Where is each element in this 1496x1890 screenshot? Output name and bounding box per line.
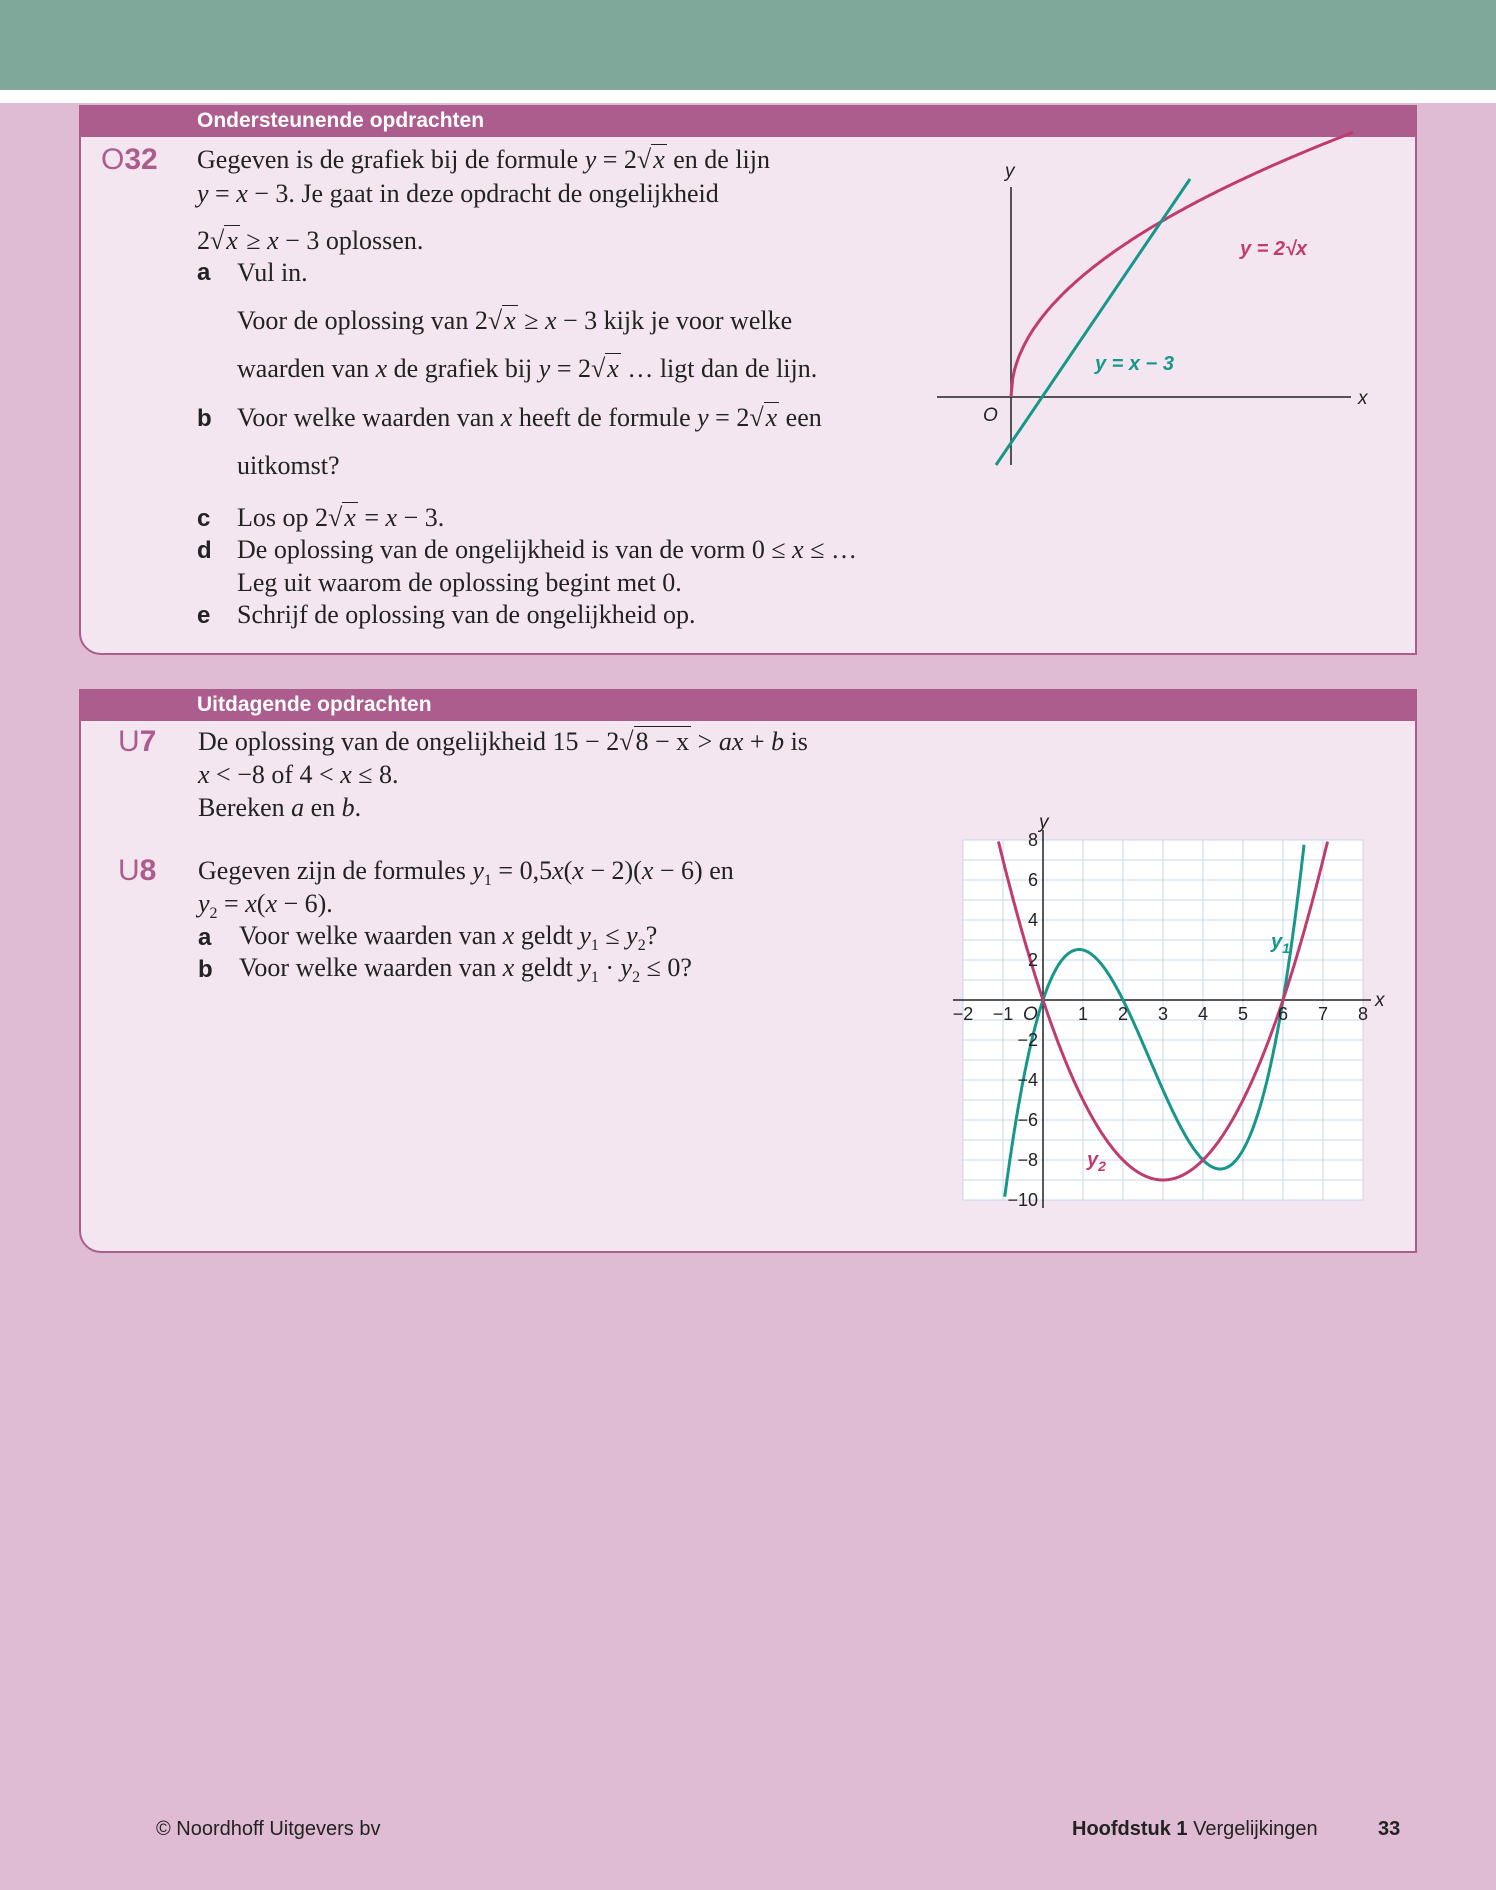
x-tick-label: −1: [992, 1004, 1014, 1024]
t: x: [552, 856, 564, 885]
t: de grafiek bij: [387, 354, 539, 383]
o32-a-line-1: [237, 305, 792, 337]
sqrt-curve: [1011, 132, 1353, 397]
u8-graph: [931, 812, 1391, 1251]
t: .: [354, 793, 362, 822]
t: b: [771, 727, 785, 756]
series-label-main: y: [1271, 931, 1283, 953]
origin-label: O: [983, 405, 998, 426]
t: − 6).: [276, 889, 333, 918]
y-tick-label: 4: [1027, 910, 1038, 930]
item-label-b: b: [197, 405, 212, 432]
o32-a-line-2: [237, 353, 817, 385]
t: x: [198, 760, 210, 789]
page-number: 33: [1378, 1818, 1401, 1840]
t: Los op 2: [237, 503, 328, 532]
question-prefix: O: [101, 143, 125, 176]
o32-intro-line-1: [197, 144, 770, 176]
t: =: [208, 179, 237, 208]
t: x: [236, 179, 248, 208]
t: ≤ 0?: [640, 953, 692, 982]
origin-label: O: [1023, 1004, 1038, 1025]
t: ≤ 8.: [351, 760, 399, 789]
t: x: [544, 306, 557, 335]
t: x: [340, 760, 352, 789]
y-tick-label: −2: [1017, 1030, 1038, 1050]
t: x: [572, 856, 584, 885]
t: < −8 of 4 <: [209, 760, 341, 789]
t: x: [502, 921, 515, 950]
item-label-a: a: [198, 924, 212, 951]
t: en de lijn: [666, 145, 771, 174]
item-label-e: e: [197, 602, 211, 629]
t: heeft de formule: [512, 403, 698, 432]
t: x: [245, 889, 257, 918]
t: y: [626, 921, 638, 950]
x-tick-label: −2: [952, 1004, 974, 1024]
t: =: [357, 503, 386, 532]
y-tick-label: 8: [1027, 830, 1038, 850]
o32-d-line-1: [237, 534, 857, 566]
question-digits: 32: [124, 143, 158, 176]
y-tick-label: −6: [1017, 1110, 1038, 1130]
t: … ligt dan de lijn.: [620, 354, 818, 383]
x-axis-label: x: [1358, 388, 1368, 409]
t: 8 − x: [635, 727, 690, 756]
sqrt-sign: √: [328, 503, 343, 532]
t: 2: [637, 937, 646, 955]
t: = 0,5: [491, 856, 553, 885]
t: x: [792, 535, 804, 564]
t: − 2)(: [583, 856, 642, 885]
question-number-u8: [118, 854, 156, 888]
t: − 3 oplossen.: [278, 226, 424, 255]
sqrt-sign: √: [749, 403, 764, 432]
t: y: [579, 953, 591, 982]
u7-line-2: [198, 759, 399, 791]
t: x: [504, 306, 516, 335]
t: y: [538, 354, 551, 383]
t: ≥: [517, 306, 545, 335]
t: De oplossing van de ongelijkheid 15 − 2: [198, 727, 620, 756]
t: 2: [632, 969, 641, 987]
panel-ondersteunend: [79, 105, 1417, 655]
t: waarden van: [237, 354, 376, 383]
y-tick-label: 6: [1027, 870, 1038, 890]
t: +: [743, 727, 772, 756]
o32-b-line-1: [237, 402, 822, 434]
t: Voor welke waarden van: [239, 953, 503, 982]
item-label-a: a: [197, 259, 211, 286]
x-tick-label: 3: [1157, 1004, 1169, 1024]
t: = 2: [708, 403, 750, 432]
t: Gegeven zijn de formules: [198, 856, 473, 885]
sqrt-sign: √: [590, 354, 606, 383]
x-axis-label: x: [1375, 990, 1385, 1011]
x-tick-label: 2: [1117, 1004, 1129, 1024]
series-label-main: y: [1087, 1149, 1099, 1171]
y-tick-label: 2: [1027, 950, 1038, 970]
t: Voor welke waarden van: [237, 403, 501, 432]
question-digits: 8: [139, 854, 157, 887]
curve-label: y = 2√x: [1240, 238, 1308, 260]
t: x: [502, 953, 515, 982]
t: Bereken: [198, 793, 292, 822]
section-header: [79, 105, 1417, 137]
question-prefix: U: [118, 854, 140, 887]
series-label-sub: 2: [1098, 1158, 1106, 1174]
top-white-stripe: [0, 90, 1496, 103]
x-tick-label: 4: [1197, 1004, 1209, 1024]
t: ax: [718, 727, 744, 756]
t: x: [765, 403, 778, 432]
top-color-bar: [0, 0, 1496, 90]
t: geldt: [514, 953, 580, 982]
t: x: [653, 145, 665, 174]
x-tick-label: 1: [1077, 1004, 1089, 1024]
t: De oplossing van de ongelijkheid is van de vorm 0 ≤: [237, 535, 793, 564]
t: ≥: [239, 226, 268, 255]
o32-intro-line-3: [197, 225, 423, 257]
question-number-u7: [118, 725, 156, 759]
t: een: [779, 403, 822, 432]
t: − 3 kijk je voor welke: [556, 306, 793, 335]
t: geldt: [514, 921, 580, 950]
t: − 3. Je gaat in deze opdracht de ongelijkheid: [247, 179, 719, 208]
t: = 2: [550, 354, 591, 383]
t: ≤: [598, 921, 627, 950]
line-graph: [996, 179, 1190, 465]
question-prefix: U: [118, 725, 140, 758]
line-label: y = x − 3: [1095, 353, 1174, 375]
footer-chapter: [1072, 1818, 1318, 1841]
t: 2: [197, 226, 210, 255]
t: − 3.: [397, 503, 445, 532]
x-tick-label: 5: [1237, 1004, 1249, 1024]
sqrt-sign: √: [210, 226, 225, 255]
o32-e-text: Schrijf de oplossing van de ongelijkheid op.: [237, 600, 696, 629]
t: x: [385, 503, 398, 532]
t: >: [691, 727, 719, 756]
t: x: [607, 354, 619, 383]
section-header-label: Ondersteunende opdrachten: [197, 109, 485, 132]
t: is: [784, 727, 808, 756]
t: 2: [209, 905, 218, 923]
t: x: [500, 403, 513, 432]
chapter-title: Vergelijkingen: [1187, 1818, 1318, 1840]
t: x: [641, 856, 654, 885]
t: =: [217, 889, 246, 918]
sqrt-sign: √: [636, 145, 652, 174]
t: ·: [598, 953, 621, 982]
sqrt-sign: √: [487, 306, 503, 335]
t: Voor de oplossing van 2: [237, 306, 488, 335]
t: 1: [590, 937, 599, 955]
t: Voor welke waarden van: [239, 921, 503, 950]
question-digits: 7: [139, 725, 157, 758]
section-header: [79, 689, 1417, 721]
u7-line-3: [198, 792, 361, 824]
o32-graph: [931, 147, 1371, 517]
t: 1: [483, 872, 492, 890]
u7-line-1: [198, 726, 808, 758]
chapter-bold: Hoofdstuk 1: [1072, 1818, 1188, 1840]
series-label-sub: 1: [1282, 940, 1290, 956]
item-label-b: b: [198, 956, 213, 983]
x-tick-label: 6: [1277, 1004, 1289, 1024]
u8-b-text: [239, 952, 692, 994]
t: x: [375, 354, 388, 383]
t: 1: [590, 969, 599, 987]
t: en: [304, 793, 342, 822]
y-axis-label: y: [1005, 161, 1015, 182]
o32-c-text: [237, 502, 444, 534]
x-tick-label: 7: [1317, 1004, 1329, 1024]
y-tick-label: −8: [1017, 1150, 1038, 1170]
t: x: [267, 226, 279, 255]
panel-uitdagend: [79, 689, 1417, 1253]
t: x: [226, 226, 238, 255]
item-label-c: c: [197, 505, 211, 532]
t: ≤ …: [803, 535, 857, 564]
t: y: [584, 145, 597, 174]
o32-a-text: Vul in.: [237, 258, 308, 287]
t: a: [291, 793, 305, 822]
footer-copyright: © Noordhoff Uitgevers bv: [156, 1818, 381, 1840]
t: (: [563, 856, 573, 885]
item-label-d: d: [197, 537, 212, 564]
t: y: [472, 856, 484, 885]
section-header-label: Uitdagende opdrachten: [197, 693, 432, 716]
t: (: [256, 889, 266, 918]
t: = 2: [596, 145, 637, 174]
y-axis-label: y: [1039, 812, 1049, 833]
t: x: [344, 503, 356, 532]
x-tick-label: 8: [1357, 1004, 1369, 1024]
t: y: [697, 403, 709, 432]
o32-intro-line-2: [197, 178, 719, 210]
t: y: [579, 921, 591, 950]
t: x: [265, 889, 277, 918]
t: y: [620, 953, 633, 982]
t: ?: [645, 921, 658, 950]
t: y: [197, 179, 209, 208]
y-tick-label: −4: [1017, 1070, 1038, 1090]
y-tick-label: −10: [1007, 1190, 1038, 1210]
o32-d-line-2: Leg uit waarom de oplossing begint met 0.: [237, 568, 682, 597]
t: − 6) en: [653, 856, 734, 885]
o32-b-line-2: uitkomst?: [237, 451, 340, 480]
t: b: [341, 793, 355, 822]
question-number-o32: [101, 143, 158, 177]
sqrt-sign: √: [619, 727, 634, 756]
t: y: [198, 889, 210, 918]
t: Gegeven is de grafiek bij de formule: [197, 145, 585, 174]
